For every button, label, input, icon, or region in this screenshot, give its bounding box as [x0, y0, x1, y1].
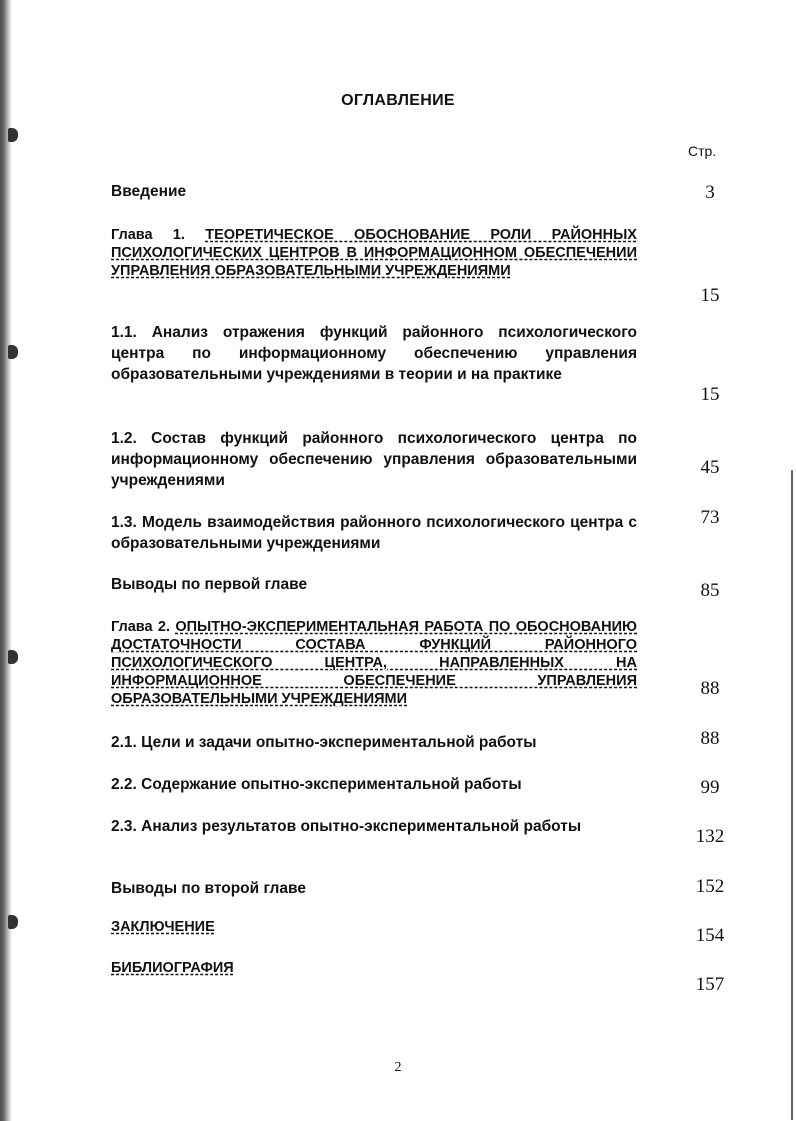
toc-page-number: 3 [705, 182, 715, 203]
scan-speck [8, 128, 18, 142]
toc-page-number: 15 [700, 384, 720, 405]
footer-page-number: 2 [394, 1060, 402, 1075]
scan-speck [8, 650, 18, 664]
toc-entry-conclusions-1[interactable]: Выводы по первой главе [111, 576, 308, 593]
toc-page-number: 132 [695, 826, 725, 847]
toc-page-number: 152 [695, 876, 725, 897]
conclusion-title: ЗАКЛЮЧЕНИЕ [111, 919, 215, 935]
scan-edge-right [791, 470, 793, 1120]
scan-edge-left [0, 0, 12, 1121]
toc-page-number: 73 [700, 507, 720, 528]
toc-entry-section-1-2[interactable]: 1.2. Состав функций районного психологического центра по информационному обеспечению управления образовательными учреждениями [111, 430, 637, 489]
page-column-label: Стр. [688, 143, 717, 159]
toc-entry-chapter-1[interactable] [111, 226, 637, 280]
chapter-prefix: Глава 1. [111, 227, 206, 243]
scan-speck [8, 915, 18, 929]
toc-entry-conclusions-2[interactable]: Выводы по второй главе [111, 880, 306, 897]
toc-page-number: 99 [700, 777, 720, 798]
toc-entry-conclusion[interactable] [111, 918, 637, 936]
chapter-title: ТЕОРЕТИЧЕСКОЕ ОБОСНОВАНИЕ РОЛИ РАЙОННЫХ ПСИХОЛОГИЧЕСКИХ ЦЕНТРОВ В ИНФОРМАЦИОННОМ ОБЕСПЕЧЕНИИ УПРАВЛЕНИЯ ОБРАЗОВАТЕЛЬНЫМИ УЧРЕЖДЕНИЯМИ [111, 227, 637, 279]
toc-entry-section-1-3[interactable]: 1.3. Модель взаимодействия районного психологического центра с образовательными учреждениями [111, 514, 637, 552]
toc-page-number: 88 [700, 728, 720, 749]
toc-page-number: 85 [700, 580, 720, 601]
toc-page-number: 88 [700, 678, 720, 699]
toc-heading: ОГЛАВЛЕНИЕ [341, 92, 455, 109]
toc-entry-chapter-2[interactable] [111, 618, 637, 708]
scan-speck [8, 345, 18, 359]
toc-page-number: 157 [695, 974, 725, 995]
bibliography-title: БИБЛИОГРАФИЯ [111, 960, 234, 976]
chapter-title: ОПЫТНО-ЭКСПЕРИМЕНТАЛЬНАЯ РАБОТА ПО ОБОСНОВАНИЮ ДОСТАТОЧНОСТИ СОСТАВА ФУНКЦИЙ РАЙОННОГО ПСИХОЛОГИЧЕСКОГО ЦЕНТРА, НАПРАВЛЕННЫХ НА ИНФОРМАЦИОННОЕ ОБЕСПЕЧЕНИЕ УПРАВЛЕНИЯ ОБРАЗОВАТЕЛЬНЫМИ УЧРЕЖДЕНИЯМИ [111, 619, 637, 707]
toc-entry-introduction[interactable]: Введение [111, 183, 187, 200]
toc-page-number: 15 [700, 285, 720, 306]
toc-entry-section-2-2[interactable]: 2.2. Содержание опытно-экспериментальной работы [111, 776, 522, 793]
chapter-prefix: Глава 2. [111, 619, 176, 635]
toc-entry-section-2-3[interactable]: 2.3. Анализ результатов опытно-экспериментальной работы [111, 818, 582, 835]
toc-entry-section-2-1[interactable]: 2.1. Цели и задачи опытно-экспериментальной работы [111, 734, 537, 751]
toc-entry-bibliography[interactable] [111, 959, 637, 977]
toc-entry-section-1-1[interactable]: 1.1. Анализ отражения функций районного психологического центра по информационному обеспечению управления образовательными учреждениями в теории и на практике [111, 324, 637, 383]
toc-page-number: 154 [695, 925, 725, 946]
toc-page-number: 45 [700, 457, 720, 478]
